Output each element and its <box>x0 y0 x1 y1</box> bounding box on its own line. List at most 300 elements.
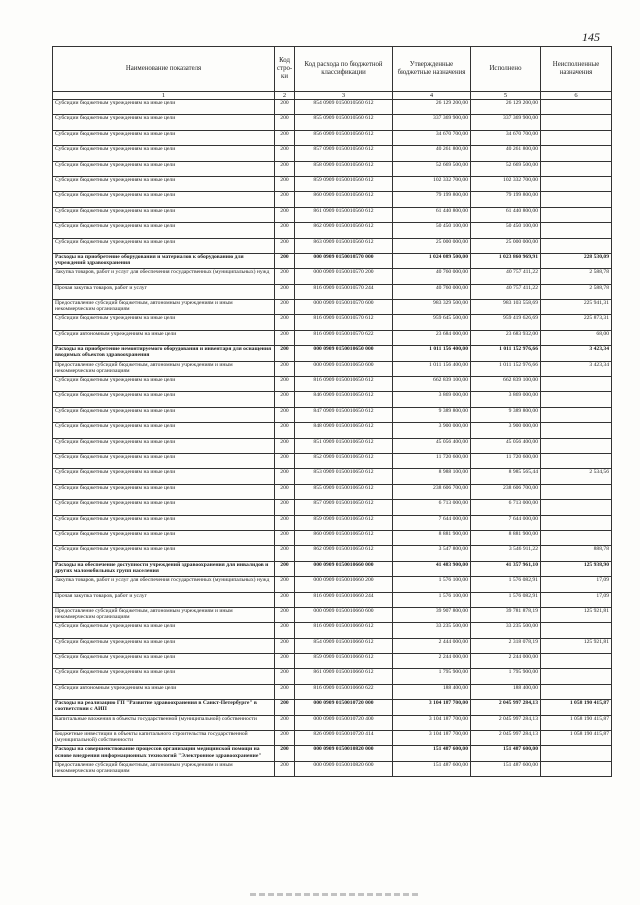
expense-code-cell: 861 0909 0150010660 612 <box>295 669 393 684</box>
expense-code-cell: 000 0909 0150010660 000 <box>295 561 393 576</box>
expense-code-cell: 861 0909 0150010560 612 <box>295 207 393 222</box>
indicator-name-cell: Субсидии бюджетным учреждениям на иные цели <box>53 484 275 499</box>
expense-code-cell: 862 0909 0150010650 612 <box>295 546 393 561</box>
approved-amount-cell: 79 199 800,00 <box>393 192 471 207</box>
unexecuted-amount-cell: 1 058 190 415,87 <box>541 700 612 715</box>
line-code-cell: 200 <box>275 330 295 345</box>
executed-amount-cell: 50 450 100,00 <box>471 223 541 238</box>
header-line-code: Код стро-ки <box>275 47 295 92</box>
indicator-name-cell: Субсидии бюджетным учреждениям на иные цели <box>53 146 275 161</box>
unexecuted-amount-cell <box>541 392 612 407</box>
line-code-cell: 200 <box>275 238 295 253</box>
column-number-row <box>53 92 612 100</box>
indicator-name-cell: Расходы на реализацию ГП "Развитие здравоохранения в Санкт-Петербурге" в соответствии с АИП <box>53 700 275 715</box>
line-code-cell: 200 <box>275 761 295 776</box>
executed-amount-cell: 45 056 400,00 <box>471 438 541 453</box>
executed-amount-cell: 238 606 700,00 <box>471 484 541 499</box>
unexecuted-amount-cell <box>541 530 612 545</box>
expense-code-cell: 816 0909 0150010570 612 <box>295 315 393 330</box>
table-row <box>53 623 612 638</box>
table-row <box>53 500 612 515</box>
line-code-cell: 200 <box>275 500 295 515</box>
unexecuted-amount-cell <box>541 746 612 761</box>
executed-amount-cell: 3 546 911,22 <box>471 546 541 561</box>
executed-amount-cell: 2 318 078,19 <box>471 638 541 653</box>
table-row <box>53 715 612 730</box>
unexecuted-amount-cell <box>541 377 612 392</box>
executed-amount-cell: 151 487 600,00 <box>471 761 541 776</box>
approved-amount-cell: 2 444 000,00 <box>393 638 471 653</box>
executed-amount-cell: 6 713 000,00 <box>471 500 541 515</box>
table-row <box>53 731 612 746</box>
table-row <box>53 515 612 530</box>
indicator-name-cell: Расходы на приобретение немонтируемого оборудования и инвентаря для оснащения вводимых объектов здравоохранения <box>53 346 275 361</box>
approved-amount-cell: 39 907 800,00 <box>393 607 471 622</box>
approved-amount-cell: 33 235 500,00 <box>393 623 471 638</box>
approved-amount-cell: 11 720 600,00 <box>393 453 471 468</box>
expense-code-cell: 000 0909 0150010570 200 <box>295 269 393 284</box>
unexecuted-amount-cell <box>541 669 612 684</box>
indicator-name-cell: Предоставление субсидий бюджетным, автономным учреждениям и иным некоммерческим организациям <box>53 361 275 376</box>
expense-code-cell: 854 0909 0150010560 612 <box>295 100 393 115</box>
budget-execution-table <box>52 46 612 777</box>
line-code-cell: 200 <box>275 484 295 499</box>
line-code-cell: 200 <box>275 530 295 545</box>
approved-amount-cell: 1 024 089 500,00 <box>393 253 471 268</box>
expense-code-cell: 816 0909 0150010650 612 <box>295 377 393 392</box>
indicator-name-cell: Субсидии бюджетным учреждениям на иные цели <box>53 530 275 545</box>
indicator-name-cell: Бюджетные инвестиции в объекты капитального строительства государственной (муниципальной) собственности <box>53 731 275 746</box>
expense-code-cell: 000 0909 0150010650 600 <box>295 361 393 376</box>
unexecuted-amount-cell <box>541 192 612 207</box>
unexecuted-amount-cell: 1 058 190 415,87 <box>541 715 612 730</box>
expense-code-cell: 852 0909 0150010650 612 <box>295 453 393 468</box>
unexecuted-amount-cell: 2 588,78 <box>541 269 612 284</box>
unexecuted-amount-cell <box>541 484 612 499</box>
indicator-name-cell: Расходы на приобретение оборудования и материалов к оборудованию для учреждений здравоохранения <box>53 253 275 268</box>
expense-code-cell: 863 0909 0150010560 612 <box>295 238 393 253</box>
executed-amount-cell: 26 129 200,00 <box>471 100 541 115</box>
indicator-name-cell: Субсидии бюджетным учреждениям на иные цели <box>53 438 275 453</box>
expense-code-cell: 856 0909 0150010560 612 <box>295 130 393 145</box>
line-code-cell: 200 <box>275 253 295 268</box>
executed-amount-cell: 8 985 565,44 <box>471 469 541 484</box>
approved-amount-cell: 983 329 500,00 <box>393 300 471 315</box>
expense-code-cell: 855 0909 0150010650 612 <box>295 484 393 499</box>
line-code-cell: 200 <box>275 561 295 576</box>
unexecuted-amount-cell: 228 530,09 <box>541 253 612 268</box>
executed-amount-cell: 1 011 152 976,66 <box>471 346 541 361</box>
unexecuted-amount-cell: 225 873,31 <box>541 315 612 330</box>
approved-amount-cell: 3 104 187 700,00 <box>393 715 471 730</box>
executed-amount-cell: 1 795 900,00 <box>471 669 541 684</box>
unexecuted-amount-cell <box>541 684 612 699</box>
line-code-cell: 200 <box>275 700 295 715</box>
unexecuted-amount-cell <box>541 161 612 176</box>
indicator-name-cell: Закупка товаров, работ и услуг для обеспечения государственных (муниципальных) нужд <box>53 577 275 592</box>
approved-amount-cell: 45 056 400,00 <box>393 438 471 453</box>
indicator-name-cell: Субсидии бюджетным учреждениям на иные цели <box>53 130 275 145</box>
executed-amount-cell: 3 869 000,00 <box>471 392 541 407</box>
expense-code-cell: 855 0909 0150010560 612 <box>295 115 393 130</box>
table-row <box>53 269 612 284</box>
expense-code-cell: 000 0909 0150010660 600 <box>295 607 393 622</box>
line-code-cell: 200 <box>275 438 295 453</box>
approved-amount-cell: 9 389 800,00 <box>393 407 471 422</box>
expense-code-cell: 000 0909 0150010650 000 <box>295 346 393 361</box>
indicator-name-cell: Субсидии бюджетным учреждениям на иные цели <box>53 377 275 392</box>
indicator-name-cell: Субсидии бюджетным учреждениям на иные цели <box>53 223 275 238</box>
approved-amount-cell: 2 244 000,00 <box>393 654 471 669</box>
unexecuted-amount-cell <box>541 238 612 253</box>
approved-amount-cell: 52 669 500,00 <box>393 161 471 176</box>
executed-amount-cell: 40 757 411,22 <box>471 269 541 284</box>
unexecuted-amount-cell: 125 938,90 <box>541 561 612 576</box>
executed-amount-cell: 7 644 000,00 <box>471 515 541 530</box>
executed-amount-cell: 9 389 800,00 <box>471 407 541 422</box>
indicator-name-cell: Субсидии бюджетным учреждениям на иные цели <box>53 207 275 222</box>
indicator-name-cell: Субсидии бюджетным учреждениям на иные цели <box>53 515 275 530</box>
table-row <box>53 746 612 761</box>
column-number: 1 <box>53 92 275 100</box>
expense-code-cell: 000 0909 0150010720 000 <box>295 700 393 715</box>
indicator-name-cell: Субсидии бюджетным учреждениям на иные цели <box>53 423 275 438</box>
expense-code-cell: 000 0909 0150010820 600 <box>295 761 393 776</box>
expense-code-cell: 859 0909 0150010560 612 <box>295 176 393 191</box>
executed-amount-cell: 34 670 700,00 <box>471 130 541 145</box>
indicator-name-cell: Субсидии бюджетным учреждениям на иные цели <box>53 176 275 191</box>
approved-amount-cell: 238 606 700,00 <box>393 484 471 499</box>
line-code-cell: 200 <box>275 284 295 299</box>
table-row <box>53 638 612 653</box>
unexecuted-amount-cell <box>541 500 612 515</box>
column-number: 5 <box>471 92 541 100</box>
column-number: 4 <box>393 92 471 100</box>
approved-amount-cell: 1 576 100,00 <box>393 577 471 592</box>
unexecuted-amount-cell <box>541 438 612 453</box>
approved-amount-cell: 26 129 200,00 <box>393 100 471 115</box>
executed-amount-cell: 23 683 932,00 <box>471 330 541 345</box>
table-row <box>53 161 612 176</box>
unexecuted-amount-cell: 3 423,34 <box>541 346 612 361</box>
executed-amount-cell: 40 757 411,22 <box>471 284 541 299</box>
line-code-cell: 200 <box>275 469 295 484</box>
header-executed: Исполнено <box>471 47 541 92</box>
indicator-name-cell: Субсидии бюджетным учреждениям на иные цели <box>53 623 275 638</box>
approved-amount-cell: 40 760 000,00 <box>393 269 471 284</box>
line-code-cell: 200 <box>275 100 295 115</box>
indicator-name-cell: Расходы на обеспечение доступности учреждений здравоохранения для инвалидов и других маломобильных групп населения <box>53 561 275 576</box>
executed-amount-cell: 61 440 800,00 <box>471 207 541 222</box>
executed-amount-cell: 2 244 000,00 <box>471 654 541 669</box>
indicator-name-cell: Капитальные вложения в объекты государственной (муниципальной) собственности <box>53 715 275 730</box>
unexecuted-amount-cell <box>541 515 612 530</box>
executed-amount-cell: 3 900 000,00 <box>471 423 541 438</box>
table-row <box>53 100 612 115</box>
executed-amount-cell: 1 576 082,91 <box>471 592 541 607</box>
table-row <box>53 207 612 222</box>
table-row <box>53 700 612 715</box>
line-code-cell: 200 <box>275 161 295 176</box>
approved-amount-cell: 61 440 800,00 <box>393 207 471 222</box>
indicator-name-cell: Субсидии автономным учреждениям на иные цели <box>53 330 275 345</box>
unexecuted-amount-cell <box>541 100 612 115</box>
unexecuted-amount-cell <box>541 423 612 438</box>
expense-code-cell: 000 0909 0150010660 200 <box>295 577 393 592</box>
expense-code-cell: 859 0909 0150010650 612 <box>295 515 393 530</box>
approved-amount-cell: 3 900 000,00 <box>393 423 471 438</box>
table-row <box>53 546 612 561</box>
line-code-cell: 200 <box>275 546 295 561</box>
line-code-cell: 200 <box>275 515 295 530</box>
line-code-cell: 200 <box>275 146 295 161</box>
column-number: 6 <box>541 92 612 100</box>
executed-amount-cell: 959 419 626,69 <box>471 315 541 330</box>
executed-amount-cell: 2 045 997 284,13 <box>471 700 541 715</box>
indicator-name-cell: Субсидии бюджетным учреждениям на иные цели <box>53 546 275 561</box>
approved-amount-cell: 40 760 000,00 <box>393 284 471 299</box>
line-code-cell: 200 <box>275 577 295 592</box>
executed-amount-cell: 662 839 100,00 <box>471 377 541 392</box>
table-row <box>53 361 612 376</box>
approved-amount-cell: 337 369 900,00 <box>393 115 471 130</box>
table-row <box>53 453 612 468</box>
header-expense-code: Код расхода по бюджетной классификации <box>295 47 393 92</box>
table-row <box>53 684 612 699</box>
line-code-cell: 200 <box>275 638 295 653</box>
scan-artifact <box>250 893 420 896</box>
approved-amount-cell: 1 011 156 400,00 <box>393 346 471 361</box>
executed-amount-cell: 2 045 997 284,13 <box>471 715 541 730</box>
unexecuted-amount-cell <box>541 623 612 638</box>
indicator-name-cell: Субсидии бюджетным учреждениям на иные цели <box>53 500 275 515</box>
executed-amount-cell: 79 199 800,00 <box>471 192 541 207</box>
executed-amount-cell: 1 011 152 976,66 <box>471 361 541 376</box>
header-approved: Утвержденные бюджетные назначения <box>393 47 471 92</box>
expense-code-cell: 816 0909 0150010660 612 <box>295 623 393 638</box>
approved-amount-cell: 188 400,00 <box>393 684 471 699</box>
expense-code-cell: 854 0909 0150010660 612 <box>295 638 393 653</box>
executed-amount-cell: 41 357 961,10 <box>471 561 541 576</box>
unexecuted-amount-cell: 1 058 190 415,87 <box>541 731 612 746</box>
approved-amount-cell: 3 104 187 700,00 <box>393 731 471 746</box>
indicator-name-cell: Прочая закупка товаров, работ и услуг <box>53 284 275 299</box>
table-row <box>53 284 612 299</box>
executed-amount-cell: 188 400,00 <box>471 684 541 699</box>
executed-amount-cell: 1 576 082,91 <box>471 577 541 592</box>
executed-amount-cell: 151 487 600,00 <box>471 746 541 761</box>
expense-code-cell: 847 0909 0150010650 612 <box>295 407 393 422</box>
indicator-name-cell: Субсидии бюджетным учреждениям на иные цели <box>53 100 275 115</box>
unexecuted-amount-cell: 68,00 <box>541 330 612 345</box>
line-code-cell: 200 <box>275 669 295 684</box>
unexecuted-amount-cell: 125 921,81 <box>541 607 612 622</box>
table-row <box>53 253 612 268</box>
approved-amount-cell: 25 000 000,00 <box>393 238 471 253</box>
approved-amount-cell: 3 869 000,00 <box>393 392 471 407</box>
unexecuted-amount-cell: 2 534,56 <box>541 469 612 484</box>
table-row <box>53 607 612 622</box>
unexecuted-amount-cell <box>541 176 612 191</box>
unexecuted-amount-cell <box>541 146 612 161</box>
table-row <box>53 423 612 438</box>
indicator-name-cell: Субсидии бюджетным учреждениям на иные цели <box>53 161 275 176</box>
indicator-name-cell: Предоставление субсидий бюджетным, автономным учреждениям и иным некоммерческим организациям <box>53 761 275 776</box>
expense-code-cell: 846 0909 0150010650 612 <box>295 392 393 407</box>
expense-code-cell: 853 0909 0150010650 612 <box>295 469 393 484</box>
table-body <box>53 100 612 777</box>
line-code-cell: 200 <box>275 223 295 238</box>
indicator-name-cell: Субсидии бюджетным учреждениям на иные цели <box>53 192 275 207</box>
approved-amount-cell: 6 713 000,00 <box>393 500 471 515</box>
expense-code-cell: 848 0909 0150010650 612 <box>295 423 393 438</box>
expense-code-cell: 816 0909 0150010570 622 <box>295 330 393 345</box>
table-row <box>53 300 612 315</box>
line-code-cell: 200 <box>275 192 295 207</box>
table-row <box>53 130 612 145</box>
table-row <box>53 592 612 607</box>
line-code-cell: 200 <box>275 453 295 468</box>
column-number: 3 <box>295 92 393 100</box>
approved-amount-cell: 23 684 000,00 <box>393 330 471 345</box>
unexecuted-amount-cell <box>541 407 612 422</box>
approved-amount-cell: 959 645 500,00 <box>393 315 471 330</box>
expense-code-cell: 000 0909 0150010820 000 <box>295 746 393 761</box>
unexecuted-amount-cell: 17,09 <box>541 577 612 592</box>
expense-code-cell: 816 0909 0150010570 244 <box>295 284 393 299</box>
executed-amount-cell: 102 332 700,00 <box>471 176 541 191</box>
unexecuted-amount-cell <box>541 130 612 145</box>
approved-amount-cell: 1 011 156 400,00 <box>393 361 471 376</box>
table-row <box>53 238 612 253</box>
indicator-name-cell: Предоставление субсидий бюджетным, автономным учреждениям и иным некоммерческим организациям <box>53 300 275 315</box>
table-row <box>53 115 612 130</box>
line-code-cell: 200 <box>275 715 295 730</box>
indicator-name-cell: Субсидии бюджетным учреждениям на иные цели <box>53 669 275 684</box>
line-code-cell: 200 <box>275 315 295 330</box>
approved-amount-cell: 102 332 700,00 <box>393 176 471 191</box>
table-row <box>53 407 612 422</box>
indicator-name-cell: Субсидии бюджетным учреждениям на иные цели <box>53 407 275 422</box>
unexecuted-amount-cell <box>541 654 612 669</box>
page-number: 145 <box>582 30 600 44</box>
approved-amount-cell: 34 670 700,00 <box>393 130 471 145</box>
indicator-name-cell: Субсидии бюджетным учреждениям на иные цели <box>53 315 275 330</box>
indicator-name-cell: Субсидии автономным учреждениям на иные цели <box>53 684 275 699</box>
line-code-cell: 200 <box>275 300 295 315</box>
indicator-name-cell: Субсидии бюджетным учреждениям на иные цели <box>53 392 275 407</box>
unexecuted-amount-cell: 125 921,81 <box>541 638 612 653</box>
expense-code-cell: 851 0909 0150010650 612 <box>295 438 393 453</box>
executed-amount-cell: 39 781 878,19 <box>471 607 541 622</box>
expense-code-cell: 862 0909 0150010560 612 <box>295 223 393 238</box>
unexecuted-amount-cell: 3 423,34 <box>541 361 612 376</box>
indicator-name-cell: Закупка товаров, работ и услуг для обеспечения государственных (муниципальных) нужд <box>53 269 275 284</box>
approved-amount-cell: 1 795 900,00 <box>393 669 471 684</box>
table-row <box>53 146 612 161</box>
expense-code-cell: 816 0909 0150010660 244 <box>295 592 393 607</box>
line-code-cell: 200 <box>275 207 295 222</box>
table-row <box>53 377 612 392</box>
unexecuted-amount-cell <box>541 761 612 776</box>
table-row <box>53 469 612 484</box>
header-indicator-name: Наименование показателя <box>53 47 275 92</box>
line-code-cell: 200 <box>275 392 295 407</box>
table-row <box>53 438 612 453</box>
indicator-name-cell: Прочая закупка товаров, работ и услуг <box>53 592 275 607</box>
indicator-name-cell: Субсидии бюджетным учреждениям на иные цели <box>53 453 275 468</box>
table-row <box>53 330 612 345</box>
line-code-cell: 200 <box>275 377 295 392</box>
approved-amount-cell: 8 988 100,00 <box>393 469 471 484</box>
approved-amount-cell: 7 644 000,00 <box>393 515 471 530</box>
executed-amount-cell: 1 023 860 969,91 <box>471 253 541 268</box>
approved-amount-cell: 151 487 600,00 <box>393 761 471 776</box>
table-row <box>53 530 612 545</box>
line-code-cell: 200 <box>275 592 295 607</box>
line-code-cell: 200 <box>275 731 295 746</box>
executed-amount-cell: 337 369 900,00 <box>471 115 541 130</box>
executed-amount-cell: 33 235 500,00 <box>471 623 541 638</box>
expense-code-cell: 816 0909 0150010660 622 <box>295 684 393 699</box>
approved-amount-cell: 3 104 187 700,00 <box>393 700 471 715</box>
line-code-cell: 200 <box>275 654 295 669</box>
table-row <box>53 176 612 191</box>
executed-amount-cell: 8 881 900,00 <box>471 530 541 545</box>
line-code-cell: 200 <box>275 746 295 761</box>
executed-amount-cell: 11 720 600,00 <box>471 453 541 468</box>
table-row <box>53 392 612 407</box>
indicator-name-cell: Субсидии бюджетным учреждениям на иные цели <box>53 115 275 130</box>
executed-amount-cell: 25 000 000,00 <box>471 238 541 253</box>
table-row <box>53 577 612 592</box>
indicator-name-cell: Субсидии бюджетным учреждениям на иные цели <box>53 238 275 253</box>
expense-code-cell: 858 0909 0150010560 612 <box>295 161 393 176</box>
line-code-cell: 200 <box>275 115 295 130</box>
approved-amount-cell: 40 261 800,00 <box>393 146 471 161</box>
line-code-cell: 200 <box>275 269 295 284</box>
approved-amount-cell: 1 576 100,00 <box>393 592 471 607</box>
line-code-cell: 200 <box>275 407 295 422</box>
unexecuted-amount-cell <box>541 223 612 238</box>
table-row <box>53 346 612 361</box>
unexecuted-amount-cell: 225 941,31 <box>541 300 612 315</box>
line-code-cell: 200 <box>275 423 295 438</box>
line-code-cell: 200 <box>275 684 295 699</box>
unexecuted-amount-cell: 17,09 <box>541 592 612 607</box>
expense-code-cell: 000 0909 0150010570 000 <box>295 253 393 268</box>
table-row <box>53 192 612 207</box>
approved-amount-cell: 8 881 900,00 <box>393 530 471 545</box>
header-unexecuted: Неисполненные назначения <box>541 47 612 92</box>
executed-amount-cell: 52 669 500,00 <box>471 161 541 176</box>
approved-amount-cell: 50 450 100,00 <box>393 223 471 238</box>
unexecuted-amount-cell: 2 588,78 <box>541 284 612 299</box>
expense-code-cell: 857 0909 0150010650 612 <box>295 500 393 515</box>
indicator-name-cell: Предоставление субсидий бюджетным, автономным учреждениям и иным некоммерческим организациям <box>53 607 275 622</box>
unexecuted-amount-cell <box>541 115 612 130</box>
expense-code-cell: 857 0909 0150010560 612 <box>295 146 393 161</box>
approved-amount-cell: 3 547 800,00 <box>393 546 471 561</box>
expense-code-cell: 826 0909 0150010720 414 <box>295 731 393 746</box>
approved-amount-cell: 662 839 100,00 <box>393 377 471 392</box>
table-row <box>53 484 612 499</box>
line-code-cell: 200 <box>275 346 295 361</box>
table-row <box>53 761 612 776</box>
indicator-name-cell: Расходы на совершенствование процессов организации медицинской помощи на основе внедрения информационных технологий "Электронное здравоохранение" <box>53 746 275 761</box>
executed-amount-cell: 40 261 800,00 <box>471 146 541 161</box>
executed-amount-cell: 983 103 558,69 <box>471 300 541 315</box>
